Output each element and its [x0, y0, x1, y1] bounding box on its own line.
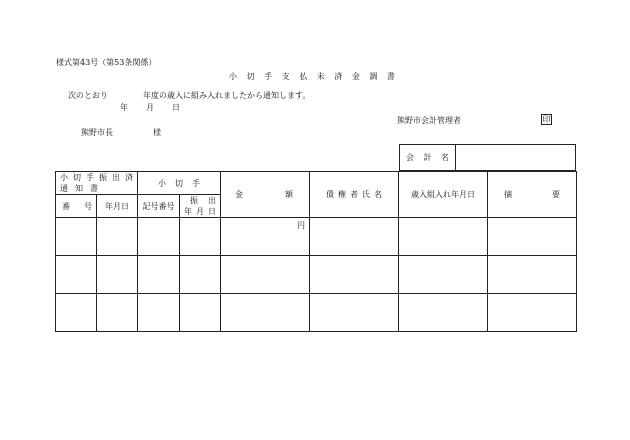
cell-date[interactable] — [97, 218, 138, 256]
header-check-group: 小 切 手 — [138, 172, 221, 195]
cell-issue-date[interactable] — [180, 294, 221, 332]
cell-number[interactable] — [56, 218, 97, 256]
cell-remarks[interactable] — [488, 294, 577, 332]
account-name-field[interactable] — [456, 145, 576, 171]
accounting-manager: 熊野市会計管理者 — [397, 116, 461, 125]
cell-incorporation-date[interactable] — [399, 218, 488, 256]
addressee: 熊野市長 — [81, 128, 113, 137]
cell-incorporation-date[interactable] — [399, 294, 488, 332]
cell-issue-date[interactable] — [180, 256, 221, 294]
cell-date[interactable] — [97, 294, 138, 332]
header-incorporation-date: 歳入組入れ年月日 — [399, 172, 488, 218]
seal-mark: 印 — [542, 115, 551, 124]
cell-serial-number[interactable] — [138, 218, 180, 256]
form-number: 様式第43号（第53条関係） — [56, 58, 157, 67]
addressee-honorific: 様 — [153, 128, 161, 137]
cell-amount[interactable] — [221, 256, 310, 294]
cell-creditor[interactable] — [310, 218, 399, 256]
cell-issue-date[interactable] — [180, 218, 221, 256]
account-name-label: 会 計 名 — [400, 145, 456, 171]
table-row — [56, 218, 577, 256]
cell-number[interactable] — [56, 256, 97, 294]
date-year-label: 年 — [120, 103, 128, 112]
table-row — [56, 256, 577, 294]
unpaid-check-table — [55, 171, 577, 332]
cell-serial-number[interactable] — [138, 256, 180, 294]
table-row — [56, 294, 577, 332]
form-title: 小 切 手 支 払 未 済 金 調 書 — [229, 72, 395, 81]
header-creditor: 債 権 者 氏 名 — [310, 172, 399, 218]
notice-line-suffix: 年度の歳入に組み入れましたから通知します。 — [143, 91, 311, 100]
header-remarks: 摘 要 — [488, 172, 577, 218]
cell-creditor[interactable] — [310, 294, 399, 332]
header-notice-group: 小 切 手 振 出 済 通 知 書 — [56, 172, 138, 195]
account-name-box — [399, 144, 576, 171]
header-amount: 金 額 — [221, 172, 310, 218]
date-day-label: 日 — [172, 103, 180, 112]
cell-number[interactable] — [56, 294, 97, 332]
cell-remarks[interactable] — [488, 218, 577, 256]
notice-line-prefix: 次のとおり — [68, 91, 108, 100]
cell-serial-number[interactable] — [138, 294, 180, 332]
cell-amount[interactable] — [221, 294, 310, 332]
header-number: 番 号 — [56, 195, 97, 218]
cell-amount[interactable]: 円 — [221, 218, 310, 256]
cell-incorporation-date[interactable] — [399, 256, 488, 294]
cell-date[interactable] — [97, 256, 138, 294]
cell-remarks[interactable] — [488, 256, 577, 294]
header-date: 年月日 — [97, 195, 138, 218]
header-issue-date: 振 出 年 月 日 — [180, 195, 221, 218]
date-month-label: 月 — [146, 103, 154, 112]
header-serial-number: 記号番号 — [138, 195, 180, 218]
cell-creditor[interactable] — [310, 256, 399, 294]
